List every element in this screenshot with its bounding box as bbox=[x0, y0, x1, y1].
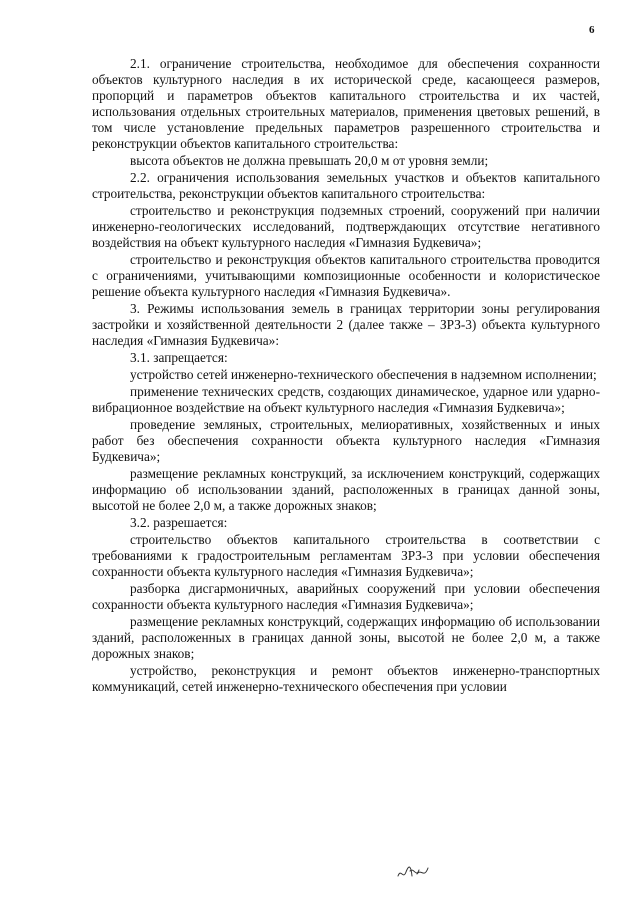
paragraph-2-2: 2.2. ограничения использования земельных участков и объектов капитального строительства, реконструкции объектов капитального строительства: bbox=[92, 170, 600, 201]
document-body bbox=[92, 56, 600, 695]
page-number: 6 bbox=[589, 24, 595, 36]
paragraph-earthworks: проведение земляных, строительных, мелиоративных, хозяйственных и иных работ без обеспечения сохранности объекта культурного наследия «Гимназия Будкевича»; bbox=[92, 417, 600, 464]
paragraph-3-2-heading: 3.2. разрешается: bbox=[130, 515, 228, 530]
paragraph-advertising-allowed: размещение рекламных конструкций, содержащих информацию об использовании зданий, расположенных в границах данной зоны, высотой не более 2,0 м, а также дорожных знаков; bbox=[92, 614, 600, 661]
paragraph-2-1: 2.1. ограничение строительства, необходимое для обеспечения сохранности объектов культурного наследия в их исторической среде, касающееся размеров, пропорций и параметров объектов капитального строительства и их частей, использования отдельных строительных материалов, применения цветовых решений, в том числе установление предельных параметров разрешенного строительства и реконструкции объектов капитального строительства: bbox=[92, 56, 600, 151]
paragraph-allowed-construction: строительство объектов капитального строительства в соответствии с требованиями к градостроительным регламентам ЗРЗ-3 при условии обеспечения сохранности объекта культурного наследия «Гимназия Будкевича»; bbox=[92, 532, 600, 579]
paragraph-dynamic-impact: применение технических средств, создающих динамическое, ударное или ударно-вибрационное воздействие на объект культурного наследия «Гимназия Будкевича»; bbox=[92, 384, 600, 415]
paragraph-utilities: устройство, реконструкция и ремонт объектов инженерно-транспортных коммуникаций, сетей инженерно-технического обеспечения при условии bbox=[92, 663, 600, 694]
paragraph-underground: строительство и реконструкция подземных строений, сооружений при наличии инженерно-геологических исследований, подтверждающих отсутствие негативного воздействия на объект культурного наследия «Гимназия Будкевича»; bbox=[92, 203, 600, 250]
paragraph-height-limit: высота объектов не должна превышать 20,0 м от уровня земли; bbox=[130, 153, 489, 168]
paragraph-3-1-heading: 3.1. запрещается: bbox=[130, 350, 228, 365]
paragraph-networks-above-ground: устройство сетей инженерно-технического обеспечения в надземном исполнении; bbox=[130, 367, 597, 382]
paragraph-advertising-ban: размещение рекламных конструкций, за исключением конструкций, содержащих информацию об использовании зданий, расположенных в границах данной зоны, высотой не более 2,0 м, а также дорожных знаков; bbox=[92, 466, 600, 513]
paragraph-construction-limits: строительство и реконструкция объектов капитального строительства проводится с ограничениями, учитывающими композиционные особенности и колористическое решение объекта культурного наследия «Гимназия Будкевича». bbox=[92, 252, 600, 299]
signature-mark bbox=[396, 862, 430, 884]
paragraph-3-regimes: 3. Режимы использования земель в границах территории зоны регулирования застройки и хозяйственной деятельности 2 (далее также – ЗРЗ-3) объекта культурного наследия «Гимназия Будкевича»: bbox=[92, 301, 600, 348]
paragraph-demolition: разборка дисгармоничных, аварийных сооружений при условии обеспечения сохранности объекта культурного наследия «Гимназия Будкевича»; bbox=[92, 581, 600, 612]
